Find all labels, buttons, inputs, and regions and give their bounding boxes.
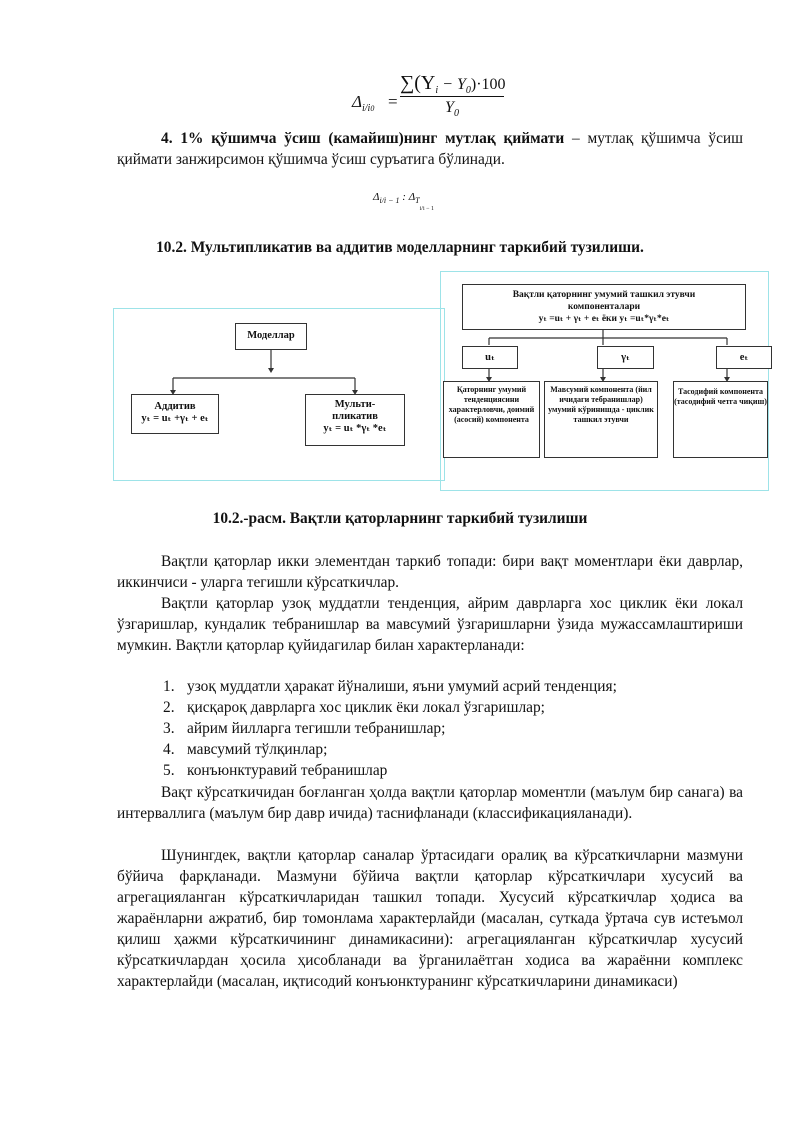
section-4-paragraph [117,128,743,170]
seasonal-symbol-box: γₜ [597,346,654,369]
list-item: 1. узоқ муддатли ҳаракат йўналиши, яъни умумий асрий тенденция; [163,678,617,695]
list-item: 4. мавсумий тўлқинлар; [163,741,328,758]
formula-lhs: $\Delta_{i/i0}$ [352,92,375,114]
list-item: 3. айрим йилларга тегишли тебранишлар; [163,720,446,737]
random-symbol-box: eₜ [716,346,772,369]
formula-fraction [400,72,504,119]
seasonal-component-box: Мавсумий компонента (йил ичидаги тебранишлар) умумий кўринишда - циклик ташкил этувчи [544,381,658,458]
section-heading: 10.2. Мультипликатив ва аддитив моделларнинг таркибий тузилиши. [156,239,644,256]
trend-component-box: Қаторнинг умумий тенденциясини характерловчи, доимий (асосий) компонента [443,381,540,458]
list-item: 2. қисқароқ даврларга хос циклик ёки локал ўзгаришлар; [163,699,545,716]
trend-symbol-box: uₜ [462,346,518,369]
random-component-box: Тасодифий компонента (тасодифий четга чиқиш) [673,381,768,458]
additive-box: Аддитив yₜ = uₜ +γₜ + eₜ [131,394,219,434]
formula-equals: = [388,92,398,111]
paragraph-1: Вақтли қаторлар икки элементдан таркиб топади: бири вақт моментлари ёки даврлар, иккинчиси - уларга тегишли кўрсаткичлар. [117,553,743,591]
models-box: Моделлар [235,323,307,350]
figure-caption: 10.2.-расм. Вақтли қаторларнинг таркибий тузилиши [212,510,588,527]
structure-diagram [113,270,770,492]
section-4-lead: 4. 1% қўшимча ўсиш (камайиш)нинг мутлақ қиймати [161,130,565,147]
list-item: 5. конъюнктуравий тебранишлар [163,762,388,779]
paragraph-3: Вақт кўрсаткичидан боғланган ҳолда вақтли қаторлар моментли (маълум бир санага) ва интерваллига (маълум бир давр ичида) таснифланади (классификацияланади). [117,784,743,822]
characteristics-list [163,676,617,781]
section-4-text: – мутлақ қўшимча ўсиш қиймати занжирсимон қўшимча ўсиш суръатига бўлинади. [117,130,743,168]
multiplicative-box: Мульти- пликатив yₜ = uₜ *γₜ *eₜ [305,394,405,446]
components-box: Вақтли қаторнинг умумий ташкил этувчи компоненталари yₜ =uₜ + γₜ + eₜ ёки yₜ =uₜ*γₜ*eₜ [462,284,746,330]
formula-numerator: $\sum(Y_i - Y_0)\cdot 100$ [400,72,506,96]
paragraph-2: Вақтли қаторлар узоқ муддатли тенденция, айрим даврларга хос циклик ёки локал ўзгаришлар, кундалик тебранишлар ва мавсумий ўзгаришларни ўзида мужассамлаштириши мумкин. Вақтли қаторлар қуйидагилар билан характерланади: [117,595,743,654]
formula-denominator: $Y_0$ [445,99,459,119]
paragraph-4: Шунингдек, вақтли қаторлар саналар ўртасидаги оралиқ ва кўрсаткичларни мазмуни бўйича фарқланади. Мазмуни бўйича вақтли қаторлар кўрсаткичлари хусусий ва агрегацияланган кўрсаткичларидан ташкил топади. Хусусий кўрсаткичлар ҳодиса ва жараёнларни ажратиб, бир томонлама характерлайди (масалан, суткада ўртача сув истеъмол қилиш ҳажми кўрсаткичининг динамикасини): агрегацияланган кўрсаткичлар хусусий кўрсаткичлардан ҳосила ҳисобланади ва ўрганилаётган ходиса ва жараённи комплекс характерлайди (масалан, иқтисодий конъюнктуранинг кўрсаткичларини динамикаси) [117,847,743,990]
absolute-value-formula: $\Delta_{i/i - 1}$ : $\Delta_{Ti/i - 1}$ [373,191,435,212]
